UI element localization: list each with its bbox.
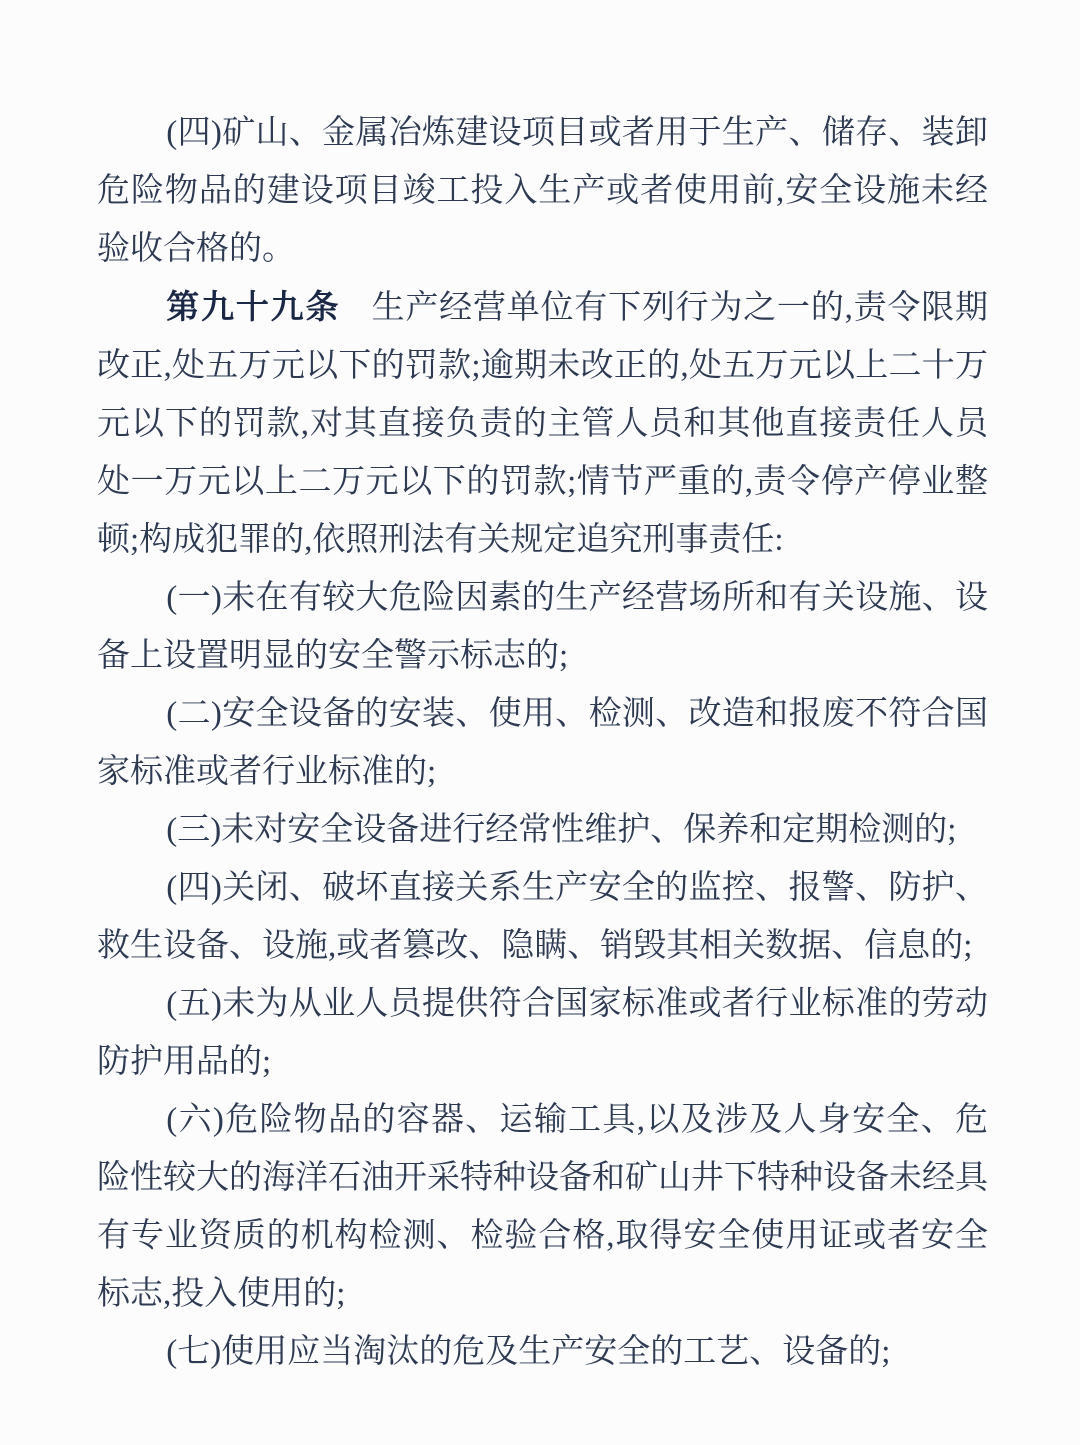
paragraph-3: (一)未在有较大危险因素的生产经营场所和有关设施、设备上设置明显的安全警示标志的; <box>97 580 988 674</box>
paragraph-8: (六)危险物品的容器、运输工具,以及涉及人身安全、危险性较大的海洋石油开采特种设备和矿山井下特种设备未经具有专业资质的机构检测、检验合格,取得安全使用证或者安全标志,投入使用的; <box>97 1102 988 1312</box>
legal-text-block <box>97 104 988 1381</box>
paragraph-1: (四)矿山、金属冶炼建设项目或者用于生产、储存、装卸危险物品的建设项目竣工投入生产或者使用前,安全设施未经验收合格的。 <box>97 115 988 267</box>
article-number: 第九十九条 <box>166 288 341 325</box>
paragraph-2: 第九十九条 生产经营单位有下列行为之一的,责令限期改正,处五万元以下的罚款;逾期未改正的,处五万元以上二十万元以下的罚款,对其直接负责的主管人员和其他直接责任人员处一万元以上二万元以下的罚款;情节严重的,责令停产停业整顿;构成犯罪的,依照刑法有关规定追究刑事责任: <box>97 288 989 558</box>
paragraph-9: (七)使用应当淘汰的危及生产安全的工艺、设备的; <box>166 1334 891 1370</box>
paragraph-4: (二)安全设备的安装、使用、检测、改造和报废不符合国家标准或者行业标准的; <box>97 696 988 790</box>
paragraph-6: (四)关闭、破坏直接关系生产安全的监控、报警、防护、救生设备、设施,或者篡改、隐瞒、销毁其相关数据、信息的; <box>97 870 988 964</box>
paragraph-7: (五)未为从业人员提供符合国家标准或者行业标准的劳动防护用品的; <box>97 986 988 1080</box>
paragraph-5: (三)未对安全设备进行经常性维护、保养和定期检测的; <box>166 812 957 848</box>
